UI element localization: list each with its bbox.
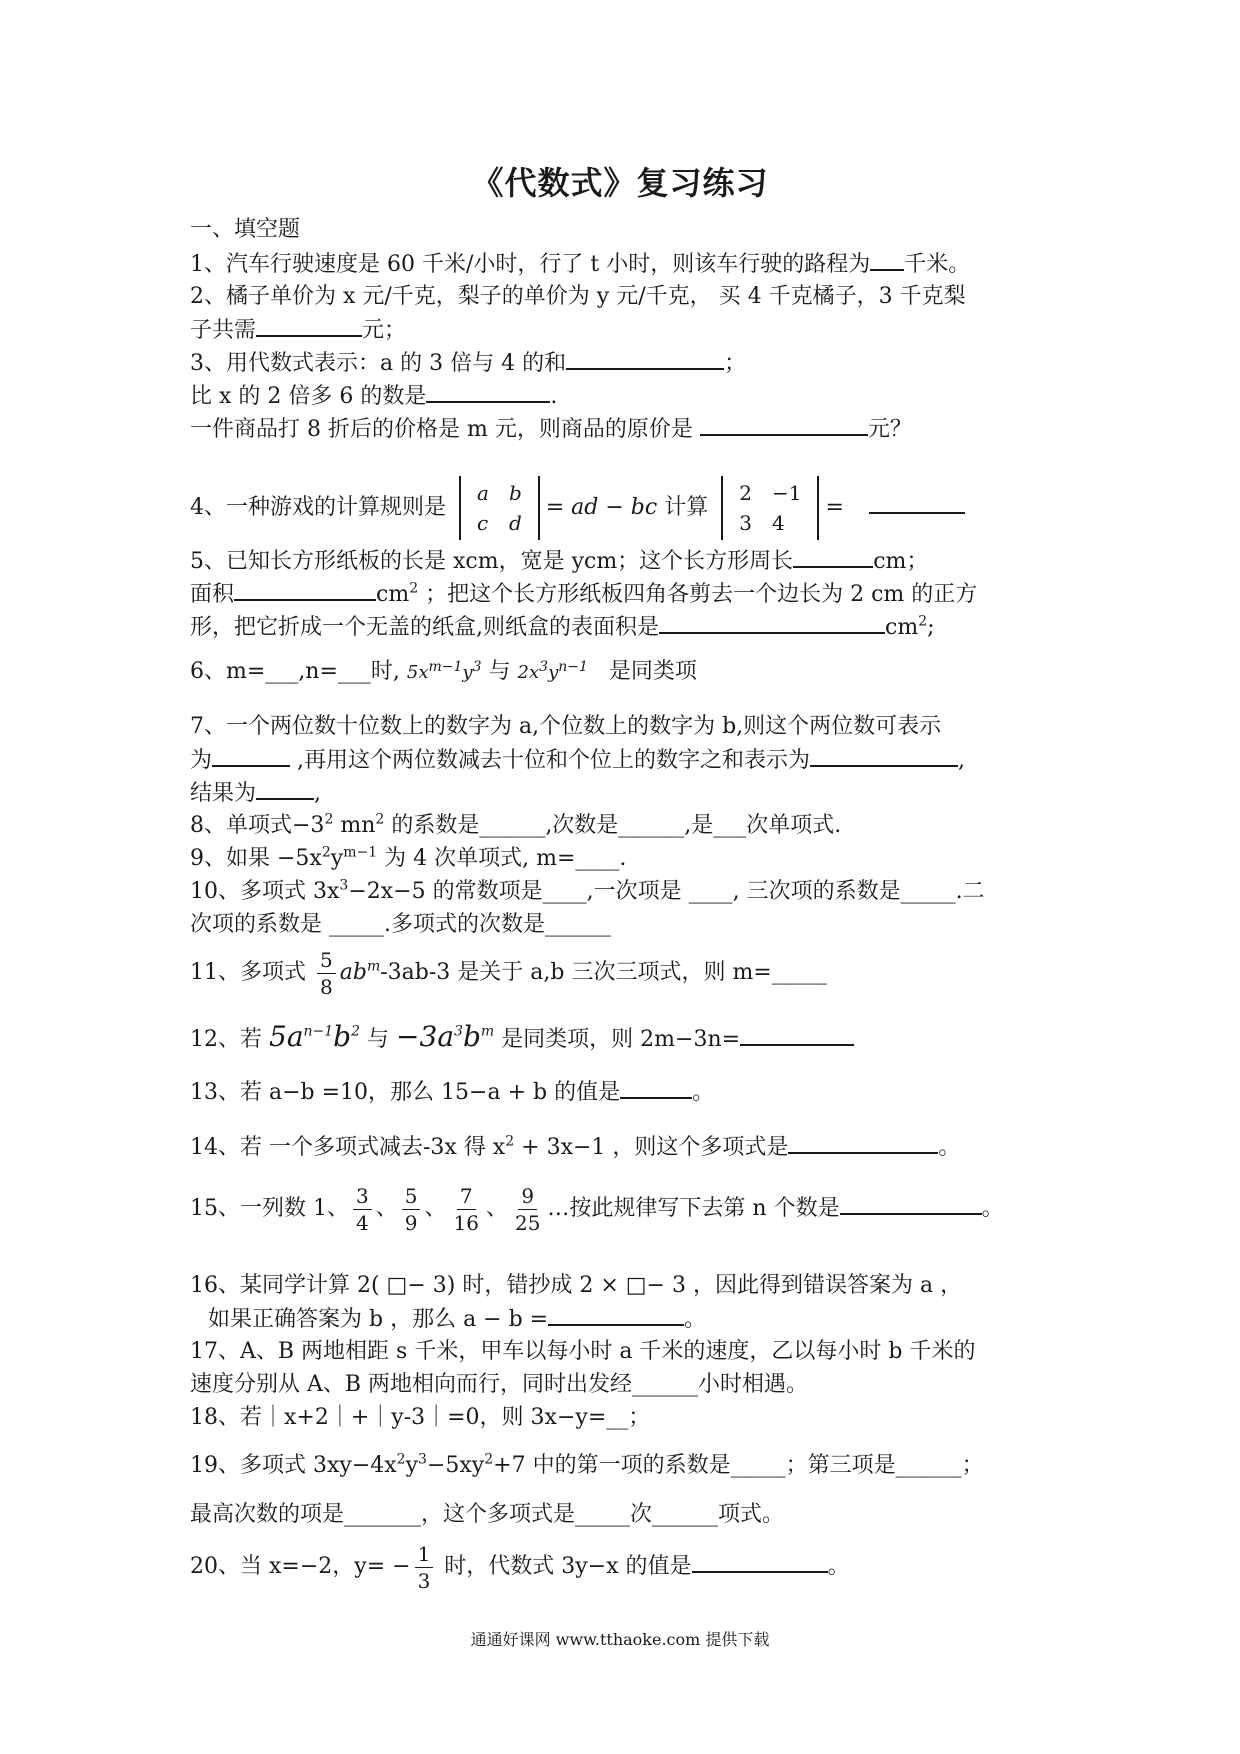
- question-2-line-2: 子共需 元；: [190, 315, 406, 346]
- question-20: 20、当 x=−2，y= − $\frac{1}{3}$ 时，代数式 3y−x 的值是 。: [190, 1541, 850, 1593]
- answer-blank: [793, 546, 873, 568]
- answer-blank: [870, 249, 904, 271]
- question-6: 6、m=___,n=___时, $5x^{m-1}y^3$ 与 $2x^3y^{n-1}$ 是同类项: [190, 659, 697, 684]
- question-3-line-3: 一件商品打 8 折后的价格是 m 元，则商品的原价是 元？: [190, 414, 912, 445]
- answer-blank: [869, 492, 965, 514]
- question-16-line-1: 16、某同学计算 2( □− 3) 时，错抄成 2 × □− 3 ，因此得到错误答案为 a ，: [190, 1273, 963, 1298]
- question-11: 11、多项式 $\frac{5}{8}$ $ab^m-3ab-3$ 是关于 a,b 三次三项式，则 m=_____: [190, 947, 827, 999]
- question-2-line-1: 2、橘子单价为 x 元/千克，梨子的单价为 y 元/千克， 买 4 千克橘子，3 千克梨: [190, 284, 966, 309]
- fraction: $\frac{1}{3}$: [415, 1541, 434, 1594]
- question-7-line-3: 结果为 ,: [190, 778, 321, 809]
- question-19-line-2: 最高次数的项是_______，这个多项式是_____次______项式。: [190, 1502, 785, 1527]
- question-9: 9、如果 $-5x^2y^{m-1}$ 为 4 次单项式, m=____.: [190, 844, 627, 871]
- question-5-line-2: 面积 $cm^2$ ；把这个长方形纸板四角各剪去一个边长为 2 cm 的正方: [190, 580, 978, 607]
- fraction: $\frac{5}{9}$: [402, 1183, 421, 1236]
- question-17-line-2: 速度分别从 A、B 两地相向而行，同时出发经______小时相遇。: [190, 1372, 809, 1397]
- answer-blank: [700, 414, 868, 436]
- answer-blank: [234, 579, 376, 601]
- footer-credit: 通通好课网 www.tthaoke.com 提供下载: [470, 1630, 770, 1649]
- determinant-rule: a b c d: [459, 476, 540, 540]
- answer-blank: [212, 745, 290, 767]
- question-15: 15、一列数 1、 $\frac{3}{4}$ 、 $\frac{5}{9}$ 、 $\frac{7}{16}$ 、 $\frac{9}{25}$ …按此规律写下去第 n 个数是 。: [190, 1183, 1004, 1235]
- question-13: 13、若 a−b =10，那么 15−a + b 的值是 。: [190, 1077, 714, 1108]
- question-16-line-2: 如果正确答案为 b ，那么 a − b = 。: [208, 1304, 706, 1335]
- answer-blank: [548, 1304, 684, 1326]
- fraction: $\frac{3}{4}$: [353, 1183, 372, 1236]
- question-1: 1、汽车行驶速度是 60 千米/小时，行了 t 小时，则该车行驶的路程为 千米。: [190, 249, 970, 280]
- answer-blank: [840, 1193, 982, 1215]
- answer-blank: [659, 612, 885, 634]
- question-7-line-2: 为 ,再用这个两位数减去十位和个位上的数字之和表示为 ,: [190, 745, 965, 776]
- question-7-line-1: 7、一个两位数十位数上的数字为 a,个位数上的数字为 b,则这个两位数可表示: [190, 714, 942, 739]
- answer-blank: [692, 1551, 828, 1573]
- question-10-line-1: 10、多项式 $3x^3-2x-5$ 的常数项是____,一次项是 ____, 三次项的系数是_____.二: [190, 877, 985, 904]
- question-14: 14、若 一个多项式减去-3x 得 $x^2 + 3x-1$ ，则这个多项式是 。: [190, 1133, 961, 1160]
- question-4: 4、一种游戏的计算规则是 a b c d = ad − bc 计算 2 −1 3 4 =: [190, 476, 965, 540]
- page-title: 《代数式》复习练习: [471, 164, 769, 202]
- question-8: 8、单项式$-3^2$ $mn^2$ 的系数是______,次数是______,是___次单项式.: [190, 811, 842, 838]
- answer-blank: [740, 1024, 854, 1046]
- answer-blank: [256, 778, 314, 800]
- answer-blank: [426, 381, 550, 403]
- fraction: $\frac{9}{25}$: [514, 1183, 541, 1235]
- question-3-line-1: 3、用代数式表示：a 的 3 倍与 4 的和 ；: [190, 348, 746, 379]
- question-12: 12、若 $5a^{n-1}b^2$ 与 $-3a^3b^m$ 是同类项，则 2m−3n=: [190, 1017, 854, 1060]
- answer-blank: [810, 745, 958, 767]
- question-5-line-1: 5、已知长方形纸板的长是 xcm，宽是 ycm；这个长方形周长 cm；: [190, 546, 928, 577]
- question-17-line-1: 17、A、B 两地相距 s 千米，甲车以每小时 a 千米的速度，乙以每小时 b 千米的: [190, 1339, 976, 1364]
- section-heading: 一、填空题: [190, 217, 301, 242]
- answer-blank: [788, 1132, 938, 1154]
- question-10-line-2: 次项的系数是 _____.多项式的次数是______: [190, 912, 611, 937]
- answer-blank: [256, 315, 362, 337]
- determinant-numbers: 2 −1 3 4: [721, 476, 819, 540]
- question-18: 18、若｜x+2｜+｜y-3｜=0，则 3x−y=__；: [190, 1405, 651, 1430]
- question-5-line-3: 形，把它折成一个无盖的纸盒,则纸盒的表面积是 $cm^2$;: [190, 613, 935, 640]
- fraction: $\frac{7}{16}$: [453, 1183, 479, 1235]
- answer-blank: [620, 1077, 692, 1099]
- question-3-line-2: 比 x 的 2 倍多 6 的数是 .: [190, 381, 557, 412]
- fraction: $\frac{5}{8}$: [317, 947, 336, 1000]
- question-19-line-1: 19、多项式 $3xy-4x^2y^3-5xy^2+7$ 中的第一项的系数是_____；第三项是______；: [190, 1451, 984, 1478]
- answer-blank: [566, 348, 724, 370]
